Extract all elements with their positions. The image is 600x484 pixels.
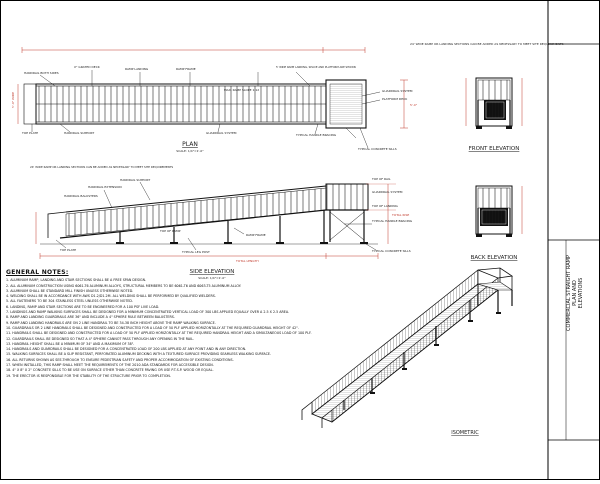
label-ramp-frame: RAMP FRAME [176, 67, 196, 71]
dim-plan-right: 5'-0" [410, 103, 418, 107]
dim-total-rise: TOTAL RISE [392, 213, 410, 217]
label-platform-deck: PLATFORM DECK [382, 97, 408, 101]
label-grated-deck: X" GRATED DECK [74, 65, 100, 69]
label-guardrail-system: GUARDRAIL SYSTEM [206, 131, 237, 135]
label-top-of-landing: TOP OF LANDING [372, 204, 398, 208]
general-note-item: 9. RAMP AND LANDING HANDRAILS ARE ON 2 LINE HANDRAIL TO BE 34-38 INCH HEIGHT ABOVE THE RAMP WALKING SURFACE. [6, 320, 216, 325]
label-top-of-ramp: TOP OF RAMP [160, 229, 181, 233]
general-notes [6, 269, 312, 379]
general-note-item: 4. WELDING SHALL BE IN ACCORDANCE WITH AWS D1.2/D1.2M. ALL WELDING SHALL BE PERFORMED BY QUALIFIED WELDERS. [6, 294, 216, 299]
label-max-ramp-slope: MAX. RAMP SLOPE 1:12 [224, 88, 260, 92]
label-handrail-support: HANDRAIL SUPPORT [64, 131, 95, 135]
label-side-ramp-frame: RAMP FRAME [246, 233, 266, 237]
label-side-note: 24' WIDE RAMP OR LANDING SECTIONS CAN BE ADDED AS NECESSARY TO MEET SITE REQUIREMENTS [30, 165, 174, 169]
front-elevation-view [466, 78, 522, 129]
sheet-title-line2: ELEVATIONS [578, 277, 584, 309]
label-top-note: 24' WIDE RAMP OR LANDING SECTIONS CAN BE ADDED AS NECESSARY TO MEET SITE REQUIREMENTS [410, 42, 564, 46]
front-elevation-title: FRONT ELEVATION [468, 146, 520, 152]
general-note-item: 7. LANDINGS AND RAMP WALKING SURFACES SHALL BE DESIGNED FOR A MINIMUM CONCENTRATED VERTICAL LOAD OF 300 LBS APPLIED EQUALLY OVER A 2.5 X 2.5 AREA. [6, 310, 290, 315]
general-note-item: 2. ALL ALUMINUM CONSTRUCTION USING 6061-T6 ALUMINUM ALLOYS, STRUCTURAL MEMBERS TO BE 6061-T6 AND 6063-T5 ALUMINUM ALLOY. [6, 283, 242, 288]
side-elevation-title: SIDE ELEVATION [189, 269, 235, 275]
label-typical-handle-bracing: TYPICAL HANDLE BRACING [296, 133, 337, 137]
label-toe-plate: TOE PLATE [22, 131, 39, 135]
general-note-item: 11. HANDRAILS SHALL BE DESIGNED AND CONSTRUCTED FOR A LOAD OF 50 PLF APPLIED HORIZONTALLY AT THE REQUIRED HANDRAIL HEIGHT AND A SIMULTANEOUS LOAD OF 100 PLF. [6, 331, 312, 336]
label-typical-leg-post: TYPICAL LEG POST [182, 250, 210, 254]
label-top-of-rail: TOP OF RAIL [372, 177, 391, 181]
label-typical-concrete-sills: TYPICAL CONCRETE SILLS [358, 147, 397, 151]
general-note-item: 8. RAMP AND LANDING GUARDRAILS ARE 36" AND INCLUDE A 4" SPHERE RULE BETWEEN BALUSTERS. [6, 315, 175, 320]
label-handrail-both-sides: HANDRAIL BOTH SIDES [24, 71, 59, 75]
sheet-border [1, 1, 600, 480]
general-note-item: 13. HANDRAIL HEIGHT SHALL BE A MINIMUM OF 34" AND A MAXIMUM OF 38". [6, 341, 135, 346]
dim-total-length: TOTAL LENGTH [236, 259, 259, 263]
label-guardrail-note: GUARDRAIL SYSTEM [382, 89, 413, 93]
back-elevation-view [476, 186, 522, 237]
back-elevation-title: BACK ELEVATION [470, 255, 518, 261]
general-note-item: 5. ALL FASTENERS TO BE 304 STAINLESS STEEL UNLESS OTHERWISE NOTED. [6, 299, 133, 304]
sheet-title [566, 253, 584, 333]
label-side-typical-handle-bracing: TYPICAL HANDLE BRACING [372, 219, 413, 223]
general-note-item: 17. WHEN INSTALLED, THIS RAMP SHALL MEET THE REQUIREMENTS OF THE 2010 ADA STANDARDS FOR ACCESSIBLE DESIGN. [6, 363, 214, 368]
plan-view-title: PLAN [182, 141, 198, 148]
side-elevation-scale: SCALE: 1/4"=1'-0" [198, 276, 226, 280]
label-side-toe-plate: TOE PLATE [60, 248, 77, 252]
general-note-item: 6. LANDING, RAMP AND STAIR SECTIONS ARE TO BE ENGINEERED FOR A 100 PSF LIVE LOAD. [6, 304, 160, 309]
isometric-title: ISOMETRIC [451, 430, 479, 436]
general-note-item: 18. 4" X 8" X 2" CONCRETE SILLS TO BE USE ON SURFACE OTHER THAN CONCRETE PAVING OR USE P.T.S.P. WOOD OR EQUAL. [6, 368, 214, 373]
label-side-handrail-support: HANDRAIL SUPPORT [120, 178, 151, 182]
general-note-item: 14. HANDRAILS AND GUARDRAILS SHALL BE DESIGNED FOR A CONCENTRATED LOAD OF 200 LBS APPLIED AT ANY POINT AND IN ANY DIRECTION. [6, 347, 247, 352]
label-side-guardrail-system: GUARDRAIL SYSTEM [372, 190, 403, 194]
plan-view-scale: SCALE: 1/4"=1'-0" [176, 149, 204, 153]
general-note-item: 12. GUARDRAILS SHALL BE DESIGNED SO THAT A 4" SPHERE CANNOT PASS THROUGH ANY OPENING IN THE RAIL. [6, 336, 194, 341]
general-note-item: 3. ALUMINUM SHALL BE STANDARD MILL FINISH UNLESS OTHERWISE NOTED. [6, 288, 134, 293]
isometric-view [302, 268, 512, 428]
general-note-item: 19. THE ERECTOR IS RESPONSIBLE FOR THE STABILITY OF THE STRUCTURE PRIOR TO COMPLETION. [6, 373, 171, 378]
general-note-item: 15. WALKING SURFACES SHALL BE A SLIP RESISTANT, PERFORATED ALUMINUM DECKING WITH A TEXTURED SURFACE PROVIDING SEAMLESS WALKING SURFACE. [6, 352, 272, 357]
label-handrail-extension: HANDRAIL EXTENSION [88, 185, 122, 189]
sheet-title-line1: COMMERCIAL STRAIGHT RAMP PLAN AND [566, 255, 578, 331]
label-landing-note: 5' WIDE RAMP LANDING, SPLICE AND PLATFORM ARE SHOWN [276, 66, 356, 69]
general-note-item: 16. ALL RETURNS SHOWN AS SEE-THROUGH TO ENSURE PEDESTRIAN SAFETY AND PROPER ACCOMMODATION OF EXISTING CONDITIONS. [6, 357, 234, 362]
label-handrail-balusters: HANDRAIL BALUSTERS [64, 194, 98, 198]
general-notes-title: GENERAL NOTES: [6, 269, 69, 276]
label-ramp-landing: RAMP LANDING [125, 67, 149, 71]
label-side-typical-concrete-sills: TYPICAL CONCRETE SILLS [372, 249, 411, 253]
general-note-item: 10. GUARDRAILS OR 2 LINE HANDRAILS SHALL BE DESIGNED AND CONSTRUCTED FOR A LOAD OF 50 PLF APPLIED HORIZONTALLY AT THE REQUIRED GUARDRAIL HEIGHT OF 42". [6, 325, 299, 330]
general-note-item: 1. ALUMINUM RAMP, LANDING AND STAIR SECTIONS SHALL BE A FREE SPAN DESIGN. [6, 278, 147, 283]
dim-plan-left: 5'-0" WIDE [11, 91, 15, 108]
